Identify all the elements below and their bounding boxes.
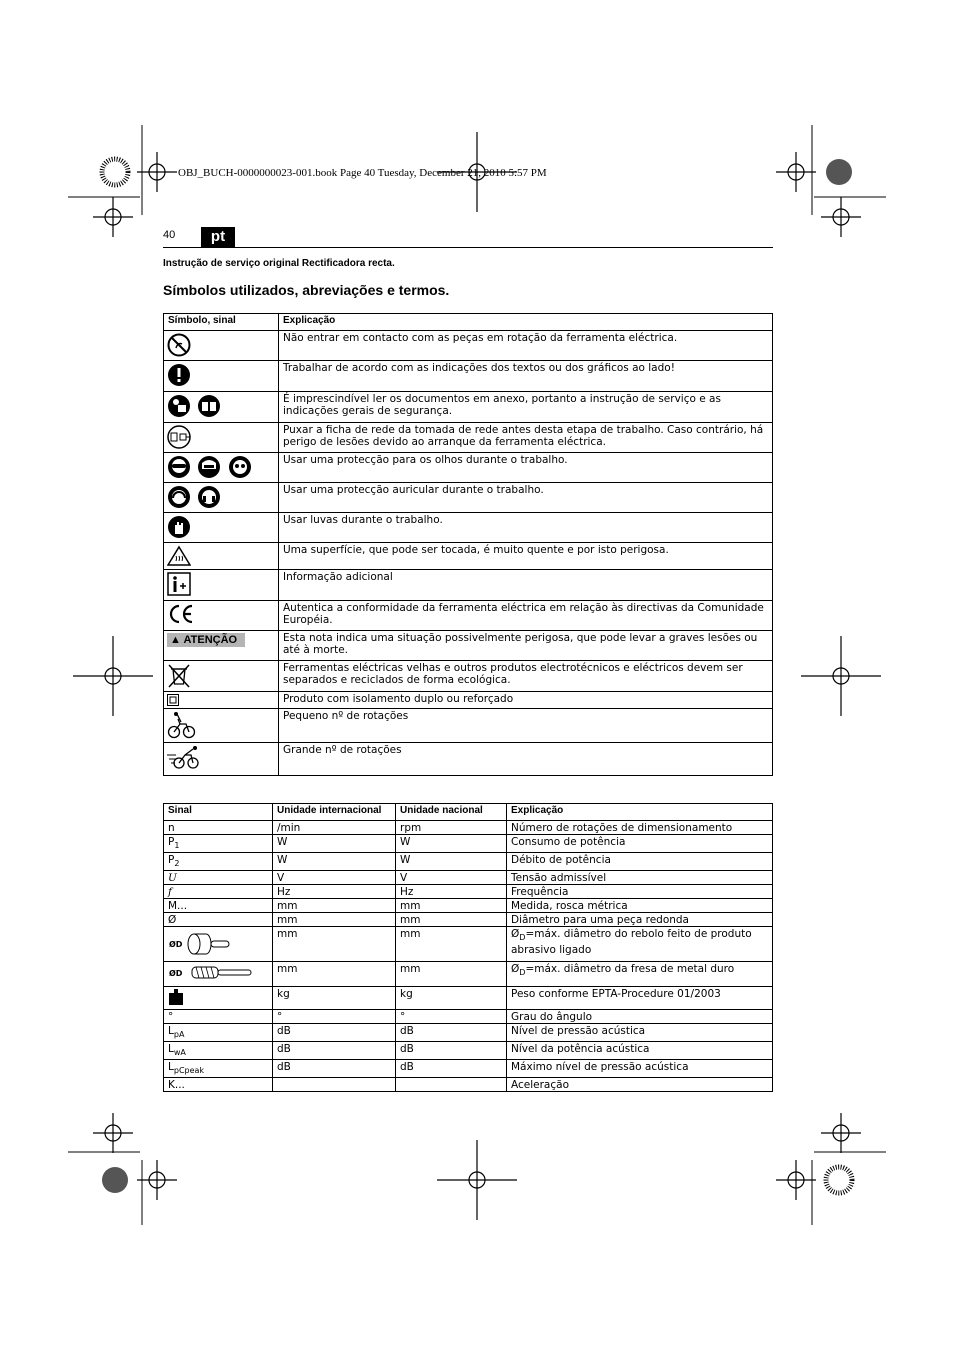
column-header: Unidade internacional	[273, 804, 396, 821]
sign-text: M...	[168, 900, 188, 912]
eye-protection-icon	[167, 455, 191, 479]
ear-defenders-icon	[197, 485, 221, 509]
symbol-cell	[164, 483, 279, 513]
book-icon	[197, 394, 221, 418]
sign-text: L	[168, 1025, 174, 1037]
natl-unit-cell: W	[396, 853, 507, 871]
sign-cell	[164, 1024, 273, 1042]
table-header-row	[164, 804, 773, 821]
document-subtitle: Instrução de serviço original Rectificadora recta.	[163, 258, 395, 269]
explanation-cell	[507, 927, 773, 962]
sign-subscript: 2	[174, 859, 180, 868]
natl-unit-cell: mm	[396, 927, 507, 962]
sign-cell	[164, 835, 273, 853]
no-touch-rotating-parts-icon	[167, 333, 191, 357]
explanation-cell: Peso conforme EPTA-Procedure 01/2003	[507, 987, 773, 1010]
sign-cell	[164, 927, 273, 962]
intl-unit-cell: W	[273, 853, 396, 871]
natl-unit-cell: W	[396, 835, 507, 853]
symbol-cell	[164, 692, 279, 709]
sign-cell	[164, 899, 273, 913]
table-row	[164, 1010, 773, 1024]
section-title: Símbolos utilizados, abreviações e termos.	[163, 282, 450, 298]
symbol-cell	[164, 743, 279, 776]
sign-cell	[164, 1078, 273, 1092]
sign-text: L	[168, 1061, 174, 1073]
sign-cell	[164, 962, 273, 987]
weight-icon	[168, 988, 184, 1006]
intl-unit-cell: mm	[273, 927, 396, 962]
symbol-cell	[164, 331, 279, 361]
table-row	[164, 453, 773, 483]
table-row	[164, 543, 773, 570]
explanation-subscript: D	[519, 968, 526, 977]
double-insulation-icon	[167, 694, 179, 706]
intl-unit-cell: mm	[273, 899, 396, 913]
explanation-cell: É imprescindível ler os documentos em anexo, portanto a instrução de serviço e as indicações gerais de segurança.	[279, 392, 773, 423]
exclamation-icon	[167, 363, 191, 387]
symbol-cell	[164, 392, 279, 423]
intl-unit-cell: dB	[273, 1042, 396, 1060]
column-header: Explicação	[279, 314, 773, 331]
symbols-table	[163, 313, 773, 776]
grinding-wheel-diameter-icon	[168, 928, 232, 958]
sign-text: n	[168, 822, 175, 834]
table-row	[164, 423, 773, 453]
table-row	[164, 913, 773, 927]
explanation-cell: Máximo nível de pressão acústica	[507, 1060, 773, 1078]
sign-text: f	[168, 886, 172, 898]
ce-mark-icon	[167, 603, 195, 625]
explanation-cell: Autentica a conformidade da ferramenta eléctrica em relação às directivas da Comunidade Européia.	[279, 601, 773, 631]
table-header-row	[164, 314, 773, 331]
natl-unit-cell: Hz	[396, 885, 507, 899]
symbol-cell	[164, 453, 279, 483]
table-row	[164, 361, 773, 392]
symbol-cell	[164, 601, 279, 631]
sign-cell	[164, 871, 273, 885]
symbol-cell	[164, 543, 279, 570]
sign-cell	[164, 1060, 273, 1078]
explanation-cell: Tensão admissível	[507, 871, 773, 885]
explanation-cell: Não entrar em contacto com as peças em rotação da ferramenta eléctrica.	[279, 331, 773, 361]
natl-unit-cell: mm	[396, 962, 507, 987]
intl-unit-cell: V	[273, 871, 396, 885]
unplug-icon	[167, 425, 191, 449]
symbol-cell	[164, 631, 279, 661]
warning-triangle-icon: ▲	[170, 634, 181, 646]
table-row	[164, 692, 773, 709]
sign-text: °	[168, 1011, 174, 1023]
symbol-cell	[164, 661, 279, 692]
weee-bin-icon	[167, 663, 191, 689]
intl-unit-cell	[273, 1078, 396, 1092]
table-row	[164, 570, 773, 601]
explanation-prefix: Ø	[511, 963, 520, 975]
table-row	[164, 631, 773, 661]
warning-label-text: ATENÇÃO	[183, 634, 238, 646]
table-row	[164, 835, 773, 853]
explanation-prefix: Ø	[511, 928, 520, 940]
fast-bicycle-icon	[167, 745, 201, 771]
diameter-label: ØD	[169, 969, 183, 978]
table-row	[164, 853, 773, 871]
face-shield-icon	[197, 455, 221, 479]
diameter-label: ØD	[169, 940, 183, 949]
sign-cell	[164, 853, 273, 871]
explanation-cell: Nível da potência acústica	[507, 1042, 773, 1060]
table-row	[164, 1024, 773, 1042]
table-row	[164, 601, 773, 631]
symbol-cell	[164, 570, 279, 601]
warning-label	[167, 633, 245, 647]
table-row	[164, 987, 773, 1010]
sign-subscript: 1	[174, 841, 180, 850]
table-row	[164, 962, 773, 987]
sign-text: L	[168, 1043, 174, 1055]
natl-unit-cell: mm	[396, 913, 507, 927]
table-row	[164, 1078, 773, 1092]
table-row	[164, 899, 773, 913]
column-header: Explicação	[507, 804, 773, 821]
intl-unit-cell: kg	[273, 987, 396, 1010]
natl-unit-cell: kg	[396, 987, 507, 1010]
goggles-icon	[228, 455, 252, 479]
units-table	[163, 803, 773, 1092]
sign-text: U	[168, 872, 177, 884]
intl-unit-cell: dB	[273, 1024, 396, 1042]
table-row	[164, 1060, 773, 1078]
natl-unit-cell: rpm	[396, 821, 507, 835]
explanation-cell: Usar uma protecção auricular durante o trabalho.	[279, 483, 773, 513]
natl-unit-cell: mm	[396, 899, 507, 913]
explanation-cell: Uma superfície, que pode ser tocada, é muito quente e por isto perigosa.	[279, 543, 773, 570]
read-manual-icon	[167, 394, 191, 418]
intl-unit-cell: W	[273, 835, 396, 853]
explanation-subscript: D	[519, 933, 526, 942]
explanation-cell: Ferramentas eléctricas velhas e outros produtos electrotécnicos e eléctricos devem ser separados e reciclados de forma ecológica.	[279, 661, 773, 692]
sign-subscript: pA	[173, 1030, 185, 1039]
slow-bicycle-icon	[167, 711, 197, 739]
sign-subscript: pCpeak	[173, 1066, 205, 1075]
table-row	[164, 927, 773, 962]
intl-unit-cell: Hz	[273, 885, 396, 899]
explanation-cell: Débito de potência	[507, 853, 773, 871]
table-row	[164, 821, 773, 835]
table-row	[164, 1042, 773, 1060]
carbide-burr-diameter-icon	[168, 963, 254, 983]
table-row	[164, 871, 773, 885]
info-icon	[167, 572, 191, 596]
explanation-cell: Trabalhar de acordo com as indicações dos textos ou dos gráficos ao lado!	[279, 361, 773, 392]
sign-cell	[164, 913, 273, 927]
page-number: 40	[163, 229, 176, 241]
table-row	[164, 513, 773, 543]
ear-protection-icon	[167, 485, 191, 509]
book-info-line: OBJ_BUCH-0000000023-001.book Page 40 Tuesday, December 21, 2010 5:57 PM	[178, 167, 547, 179]
symbol-cell	[164, 423, 279, 453]
explanation-cell: Consumo de potência	[507, 835, 773, 853]
symbol-cell	[164, 361, 279, 392]
hot-surface-icon	[167, 545, 191, 567]
intl-unit-cell: /min	[273, 821, 396, 835]
explanation-cell: Grau do ângulo	[507, 1010, 773, 1024]
intl-unit-cell: mm	[273, 962, 396, 987]
table-row	[164, 885, 773, 899]
column-header: Unidade nacional	[396, 804, 507, 821]
table-row	[164, 709, 773, 743]
table-row	[164, 392, 773, 423]
intl-unit-cell: dB	[273, 1060, 396, 1078]
natl-unit-cell: dB	[396, 1024, 507, 1042]
sign-subscript: wA	[173, 1048, 186, 1057]
language-tab: pt	[201, 227, 235, 247]
explanation-cell: Puxar a ficha de rede da tomada de rede antes desta etapa de trabalho. Caso contrário, há perigo de lesões devido ao arranque da ferramenta eléctrica.	[279, 423, 773, 453]
column-header: Símbolo, sinal	[164, 314, 279, 331]
explanation-cell: Grande nº de rotações	[279, 743, 773, 776]
column-header: Sinal	[164, 804, 273, 821]
intl-unit-cell: mm	[273, 913, 396, 927]
explanation-cell: Produto com isolamento duplo ou reforçado	[279, 692, 773, 709]
sign-text: Ø	[168, 914, 177, 926]
explanation-cell: Diâmetro para uma peça redonda	[507, 913, 773, 927]
symbol-cell	[164, 513, 279, 543]
table-row	[164, 661, 773, 692]
explanation-cell: Esta nota indica uma situação possivelmente perigosa, que pode levar a graves lesões ou até à morte.	[279, 631, 773, 661]
explanation-cell: Frequência	[507, 885, 773, 899]
sign-cell	[164, 1010, 273, 1024]
explanation-cell: Pequeno nº de rotações	[279, 709, 773, 743]
natl-unit-cell: °	[396, 1010, 507, 1024]
sign-cell	[164, 987, 273, 1010]
table-row	[164, 331, 773, 361]
explanation-cell: Aceleração	[507, 1078, 773, 1092]
explanation-cell: Medida, rosca métrica	[507, 899, 773, 913]
natl-unit-cell: V	[396, 871, 507, 885]
sign-text: P	[168, 836, 175, 848]
gloves-icon	[167, 515, 191, 539]
intl-unit-cell: °	[273, 1010, 396, 1024]
natl-unit-cell: dB	[396, 1042, 507, 1060]
explanation-text: =máx. diâmetro da fresa de metal duro	[525, 963, 735, 975]
explanation-text: =máx. diâmetro do rebolo feito de produto abrasivo ligado	[511, 928, 752, 956]
table-row	[164, 483, 773, 513]
explanation-cell: Usar luvas durante o trabalho.	[279, 513, 773, 543]
sign-cell	[164, 885, 273, 899]
sign-cell	[164, 821, 273, 835]
natl-unit-cell: dB	[396, 1060, 507, 1078]
explanation-cell: Número de rotações de dimensionamento	[507, 821, 773, 835]
sign-text: P	[168, 854, 175, 866]
explanation-cell: Nível de pressão acústica	[507, 1024, 773, 1042]
explanation-cell: Usar uma protecção para os olhos durante o trabalho.	[279, 453, 773, 483]
sign-cell	[164, 1042, 273, 1060]
symbol-cell	[164, 709, 279, 743]
header-rule	[163, 247, 773, 248]
sign-text: K...	[168, 1079, 185, 1091]
table-row	[164, 743, 773, 776]
natl-unit-cell	[396, 1078, 507, 1092]
explanation-cell: Informação adicional	[279, 570, 773, 601]
explanation-cell	[507, 962, 773, 987]
